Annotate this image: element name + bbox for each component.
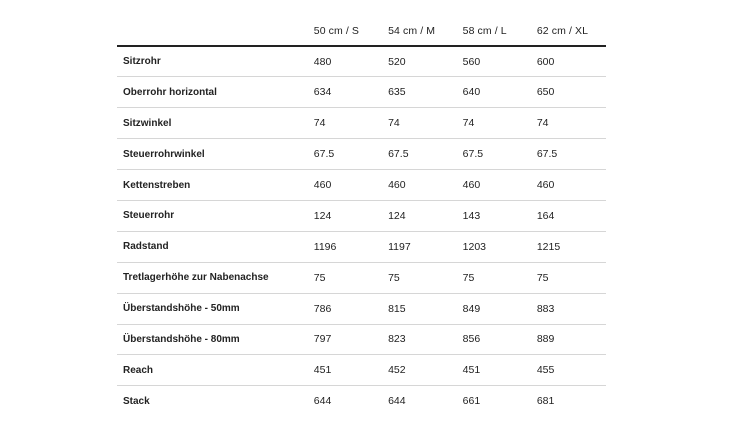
cell-value: 1197 <box>388 240 411 253</box>
cell-value: 797 <box>313 333 332 346</box>
row-label: Steuerrohrwinkel <box>123 148 205 160</box>
cell-value: 67.5 <box>462 148 484 161</box>
table-row <box>117 170 606 201</box>
cell-value: 849 <box>462 302 481 315</box>
header-size-xl: 62 cm / XL <box>536 24 589 37</box>
cell-value: 124 <box>388 209 406 222</box>
cell-value: 786 <box>313 302 332 315</box>
cell-value: 889 <box>536 333 555 346</box>
cell-value: 681 <box>536 395 555 408</box>
cell-value: 480 <box>313 55 332 68</box>
table-row <box>117 386 606 417</box>
table-row <box>117 200 606 231</box>
cell-value: 455 <box>536 364 555 377</box>
cell-value: 451 <box>462 364 481 377</box>
row-label: Radstand <box>123 241 169 253</box>
table-row <box>117 262 606 293</box>
cell-value: 650 <box>536 86 555 99</box>
header-size-m: 54 cm / M <box>388 24 436 37</box>
cell-value: 520 <box>388 55 406 68</box>
header-row <box>117 16 606 46</box>
table-row <box>117 46 606 77</box>
header-size-s: 50 cm / S <box>313 24 360 37</box>
cell-value: 644 <box>388 395 406 408</box>
row-label: Überstandshöhe - 80mm <box>123 333 240 345</box>
cell-value: 75 <box>462 271 475 284</box>
row-label: Überstandshöhe - 50mm <box>123 303 240 315</box>
table-row <box>117 293 606 324</box>
cell-value: 635 <box>388 86 406 99</box>
cell-value: 74 <box>536 117 549 130</box>
cell-value: 74 <box>313 117 326 130</box>
cell-value: 634 <box>313 86 332 99</box>
cell-value: 75 <box>536 271 549 284</box>
cell-value: 1203 <box>462 240 487 253</box>
cell-value: 644 <box>313 395 332 408</box>
cell-value: 74 <box>388 117 400 130</box>
cell-value: 75 <box>388 271 400 284</box>
cell-value: 1196 <box>313 240 337 253</box>
geometry-table <box>117 16 606 417</box>
row-label: Sitzwinkel <box>123 117 172 129</box>
row-label: Steuerrohr <box>123 210 175 222</box>
table-header <box>117 16 606 46</box>
cell-value: 74 <box>462 117 475 130</box>
row-label: Sitzrohr <box>123 56 161 68</box>
header-corner-cell <box>117 16 308 46</box>
table-row <box>117 355 606 386</box>
cell-value: 460 <box>462 179 481 191</box>
cell-value: 661 <box>462 395 481 408</box>
cell-value: 67.5 <box>536 148 558 161</box>
cell-value: 1215 <box>536 240 561 253</box>
table-row <box>117 324 606 355</box>
row-label: Kettenstreben <box>123 179 191 191</box>
cell-value: 164 <box>536 209 555 222</box>
row-label: Oberrohr horizontal <box>123 86 217 98</box>
cell-value: 143 <box>462 209 481 222</box>
cell-value: 460 <box>313 179 332 191</box>
cell-value: 883 <box>536 302 555 315</box>
cell-value: 815 <box>388 302 406 315</box>
cell-value: 75 <box>313 271 326 284</box>
table-body <box>117 46 606 417</box>
table-row <box>117 108 606 139</box>
row-label: Stack <box>123 395 150 407</box>
table-row <box>117 231 606 262</box>
cell-value: 460 <box>536 179 555 191</box>
cell-value: 600 <box>536 55 555 68</box>
cell-value: 451 <box>313 364 332 377</box>
cell-value: 124 <box>313 209 332 222</box>
cell-value: 823 <box>388 333 406 346</box>
header-size-l: 58 cm / L <box>462 24 507 37</box>
cell-value: 452 <box>388 364 406 377</box>
table-row <box>117 77 606 108</box>
cell-value: 67.5 <box>313 148 335 161</box>
row-label: Tretlagerhöhe zur Nabenachse <box>123 272 269 284</box>
table-row <box>117 139 606 170</box>
cell-value: 856 <box>462 333 481 346</box>
cell-value: 640 <box>462 86 481 99</box>
cell-value: 560 <box>462 55 481 68</box>
row-label: Reach <box>123 364 154 376</box>
cell-value: 460 <box>388 179 406 191</box>
cell-value: 67.5 <box>388 148 409 161</box>
